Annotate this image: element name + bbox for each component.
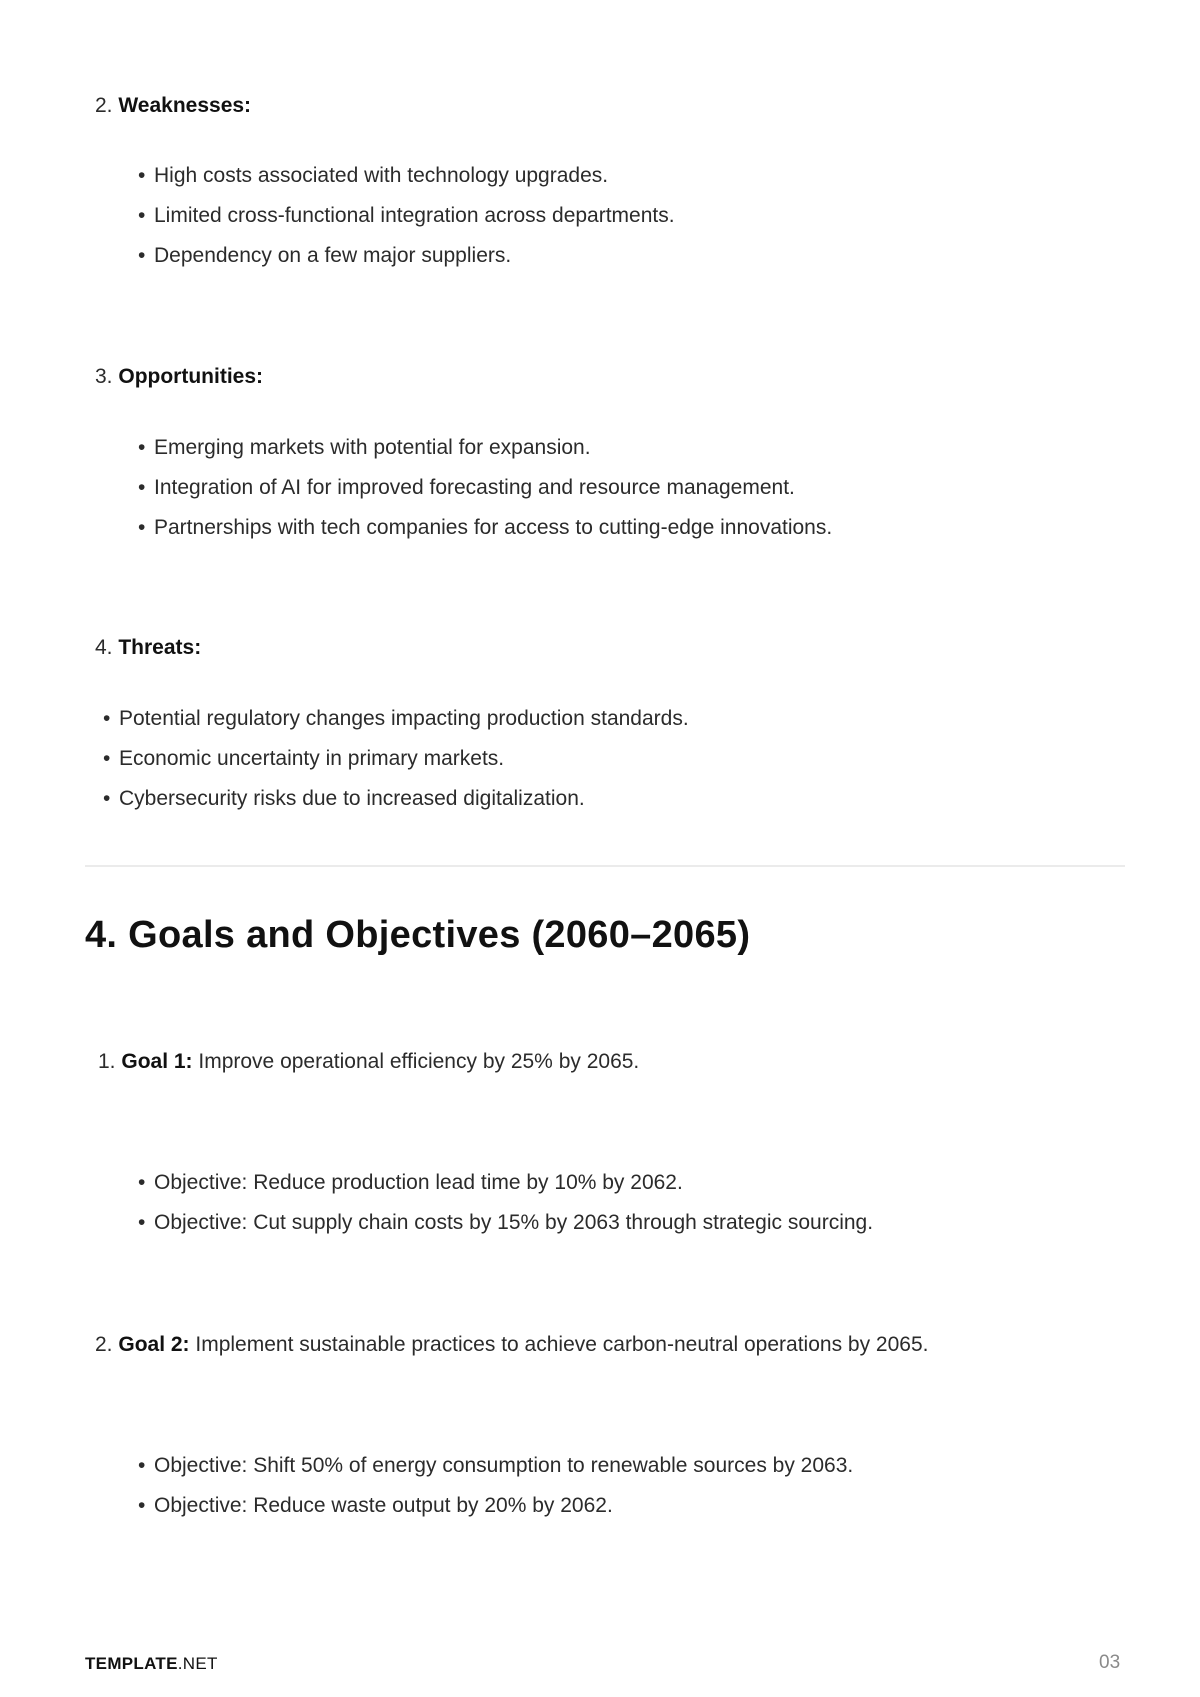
goal-1-text: Improve operational efficiency by 25% by 2065. [192, 1050, 640, 1073]
goal-2-text: Implement sustainable practices to achieve carbon-neutral operations by 2065. [189, 1333, 929, 1356]
footer-brand-logo [85, 1654, 218, 1674]
threats-heading [95, 636, 201, 660]
list-item: • Objective: Reduce production lead time by 10% by 2062. [138, 1171, 683, 1194]
list-item: • High costs associated with technology upgrades. [138, 164, 609, 187]
goal-2-label: Goal 2: [118, 1333, 190, 1356]
list-item-text: Economic uncertainty in primary markets. [119, 747, 505, 770]
goal-1-label: Goal 1: [121, 1050, 193, 1073]
list-item-text: Objective: Reduce waste output by 20% by 2062. [154, 1494, 613, 1517]
list-item: • Integration of AI for improved forecasting and resource management. [138, 476, 795, 499]
opportunities-number: 3. [95, 365, 113, 388]
list-item-text: Objective: Reduce production lead time by 10% by 2062. [154, 1171, 683, 1194]
goal-2-objectives [138, 1446, 853, 1526]
threats-label: Threats: [118, 636, 202, 659]
page-number: 03 [1099, 1652, 1121, 1673]
list-item: • Emerging markets with potential for expansion. [138, 436, 591, 459]
weaknesses-label: Weaknesses: [118, 94, 252, 117]
list-item: • Potential regulatory changes impacting production standards. [103, 707, 689, 730]
list-item-text: Emerging markets with potential for expansion. [154, 436, 591, 459]
goal-1 [98, 1050, 639, 1074]
list-item: • Cybersecurity risks due to increased digitalization. [103, 787, 585, 810]
list-item: • Economic uncertainty in primary markets. [103, 747, 505, 770]
goal-2 [95, 1333, 928, 1357]
section-divider [85, 865, 1125, 867]
list-item: • Partnerships with tech companies for access to cutting-edge innovations. [138, 516, 833, 539]
list-item-text: Objective: Shift 50% of energy consumption to renewable sources by 2063. [154, 1454, 854, 1477]
list-item-text: Objective: Cut supply chain costs by 15% by 2063 through strategic sourcing. [154, 1211, 874, 1234]
list-item: • Objective: Shift 50% of energy consumption to renewable sources by 2063. [138, 1454, 854, 1477]
opportunities-label: Opportunities: [118, 365, 264, 388]
opportunities-heading [95, 365, 263, 389]
threats-number: 4. [95, 636, 113, 659]
list-item: • Dependency on a few major suppliers. [138, 244, 512, 267]
list-item-text: Partnerships with tech companies for access to cutting-edge innovations. [154, 516, 833, 539]
list-item-text: Integration of AI for improved forecasting and resource management. [154, 476, 795, 499]
list-item-text: Cybersecurity risks due to increased digitalization. [119, 787, 585, 810]
footer-brand-bold: TEMPLATE [85, 1654, 178, 1673]
footer-brand-rest: .NET [177, 1654, 218, 1673]
list-item-text: Dependency on a few major suppliers. [154, 244, 512, 267]
goal-1-number: 1. [98, 1050, 116, 1073]
threats-list [103, 699, 689, 819]
weaknesses-heading [95, 94, 251, 118]
goal-1-objectives [138, 1163, 873, 1243]
list-item: • Limited cross-functional integration across departments. [138, 204, 675, 227]
list-item-text: Limited cross-functional integration across departments. [154, 204, 675, 227]
weaknesses-number: 2. [95, 94, 113, 117]
goals-section-title: 4. Goals and Objectives (2060–2065) [85, 914, 751, 956]
list-item: • Objective: Cut supply chain costs by 15% by 2063 through strategic sourcing. [138, 1211, 874, 1234]
weaknesses-list [138, 156, 675, 276]
list-item-text: Potential regulatory changes impacting production standards. [119, 707, 689, 730]
opportunities-list [138, 428, 832, 548]
list-item-text: High costs associated with technology upgrades. [154, 164, 609, 187]
goal-2-number: 2. [95, 1333, 113, 1356]
list-item: • Objective: Reduce waste output by 20% by 2062. [138, 1494, 613, 1517]
